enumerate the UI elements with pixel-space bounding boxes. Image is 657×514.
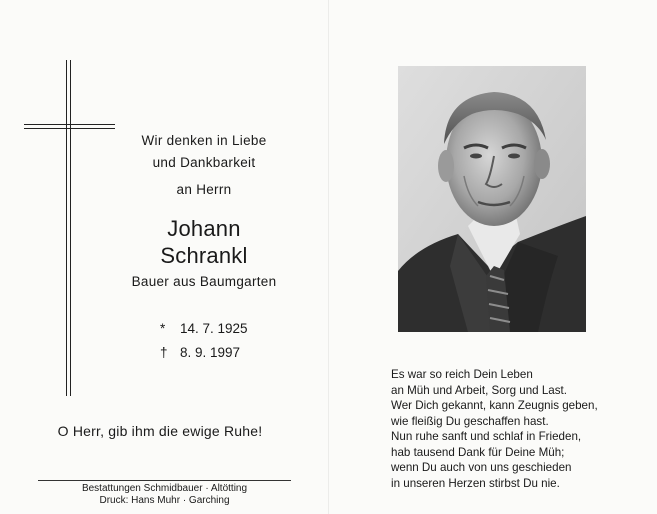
poem-line: wie fleißig Du geschaffen hast. — [391, 414, 549, 428]
death-row — [160, 345, 240, 360]
death-date: 8. 9. 1997 — [180, 345, 241, 360]
poem-line: hab tausend Dank für Deine Müh; — [391, 445, 565, 459]
fold-line — [328, 0, 329, 514]
poem-line: Nun ruhe sanft und schlaf in Frieden, — [391, 430, 582, 443]
poem — [391, 367, 641, 491]
death-cross-icon: † — [160, 345, 168, 360]
poem-line: wenn Du auch von uns geschieden — [391, 461, 572, 474]
portrait-photo — [398, 66, 586, 332]
poem-line: an Müh und Arbeit, Sorg und Last. — [391, 383, 567, 397]
intro-line-2: und Dankbarkeit — [152, 155, 256, 170]
poem-line: Wer Dich gekannt, kann Zeugnis geben, — [391, 399, 598, 412]
footer-line-2: Druck: Hans Muhr · Garching — [99, 495, 230, 506]
birth-date: 14. 7. 1925 — [180, 321, 248, 336]
prayer: O Herr, gib ihm die ewige Ruhe! — [57, 423, 263, 439]
last-name: Schrankl — [160, 243, 248, 268]
poem-line: Es war so reich Dein Leben — [391, 368, 533, 381]
intro-line-1: Wir denken in Liebe — [141, 133, 267, 148]
intro-line-3: an Herrn — [176, 182, 232, 197]
poem-line: in unseren Herzen stirbst Du nie. — [391, 476, 560, 490]
birth-row — [160, 321, 248, 336]
first-name: Johann — [167, 216, 241, 241]
occupation: Bauer aus Baumgarten — [131, 274, 277, 289]
portrait-image — [398, 66, 586, 332]
footer-divider — [38, 480, 291, 481]
footer-line-1: Bestattungen Schmidbauer · Altötting — [81, 483, 248, 494]
birth-star-icon: * — [160, 321, 166, 336]
